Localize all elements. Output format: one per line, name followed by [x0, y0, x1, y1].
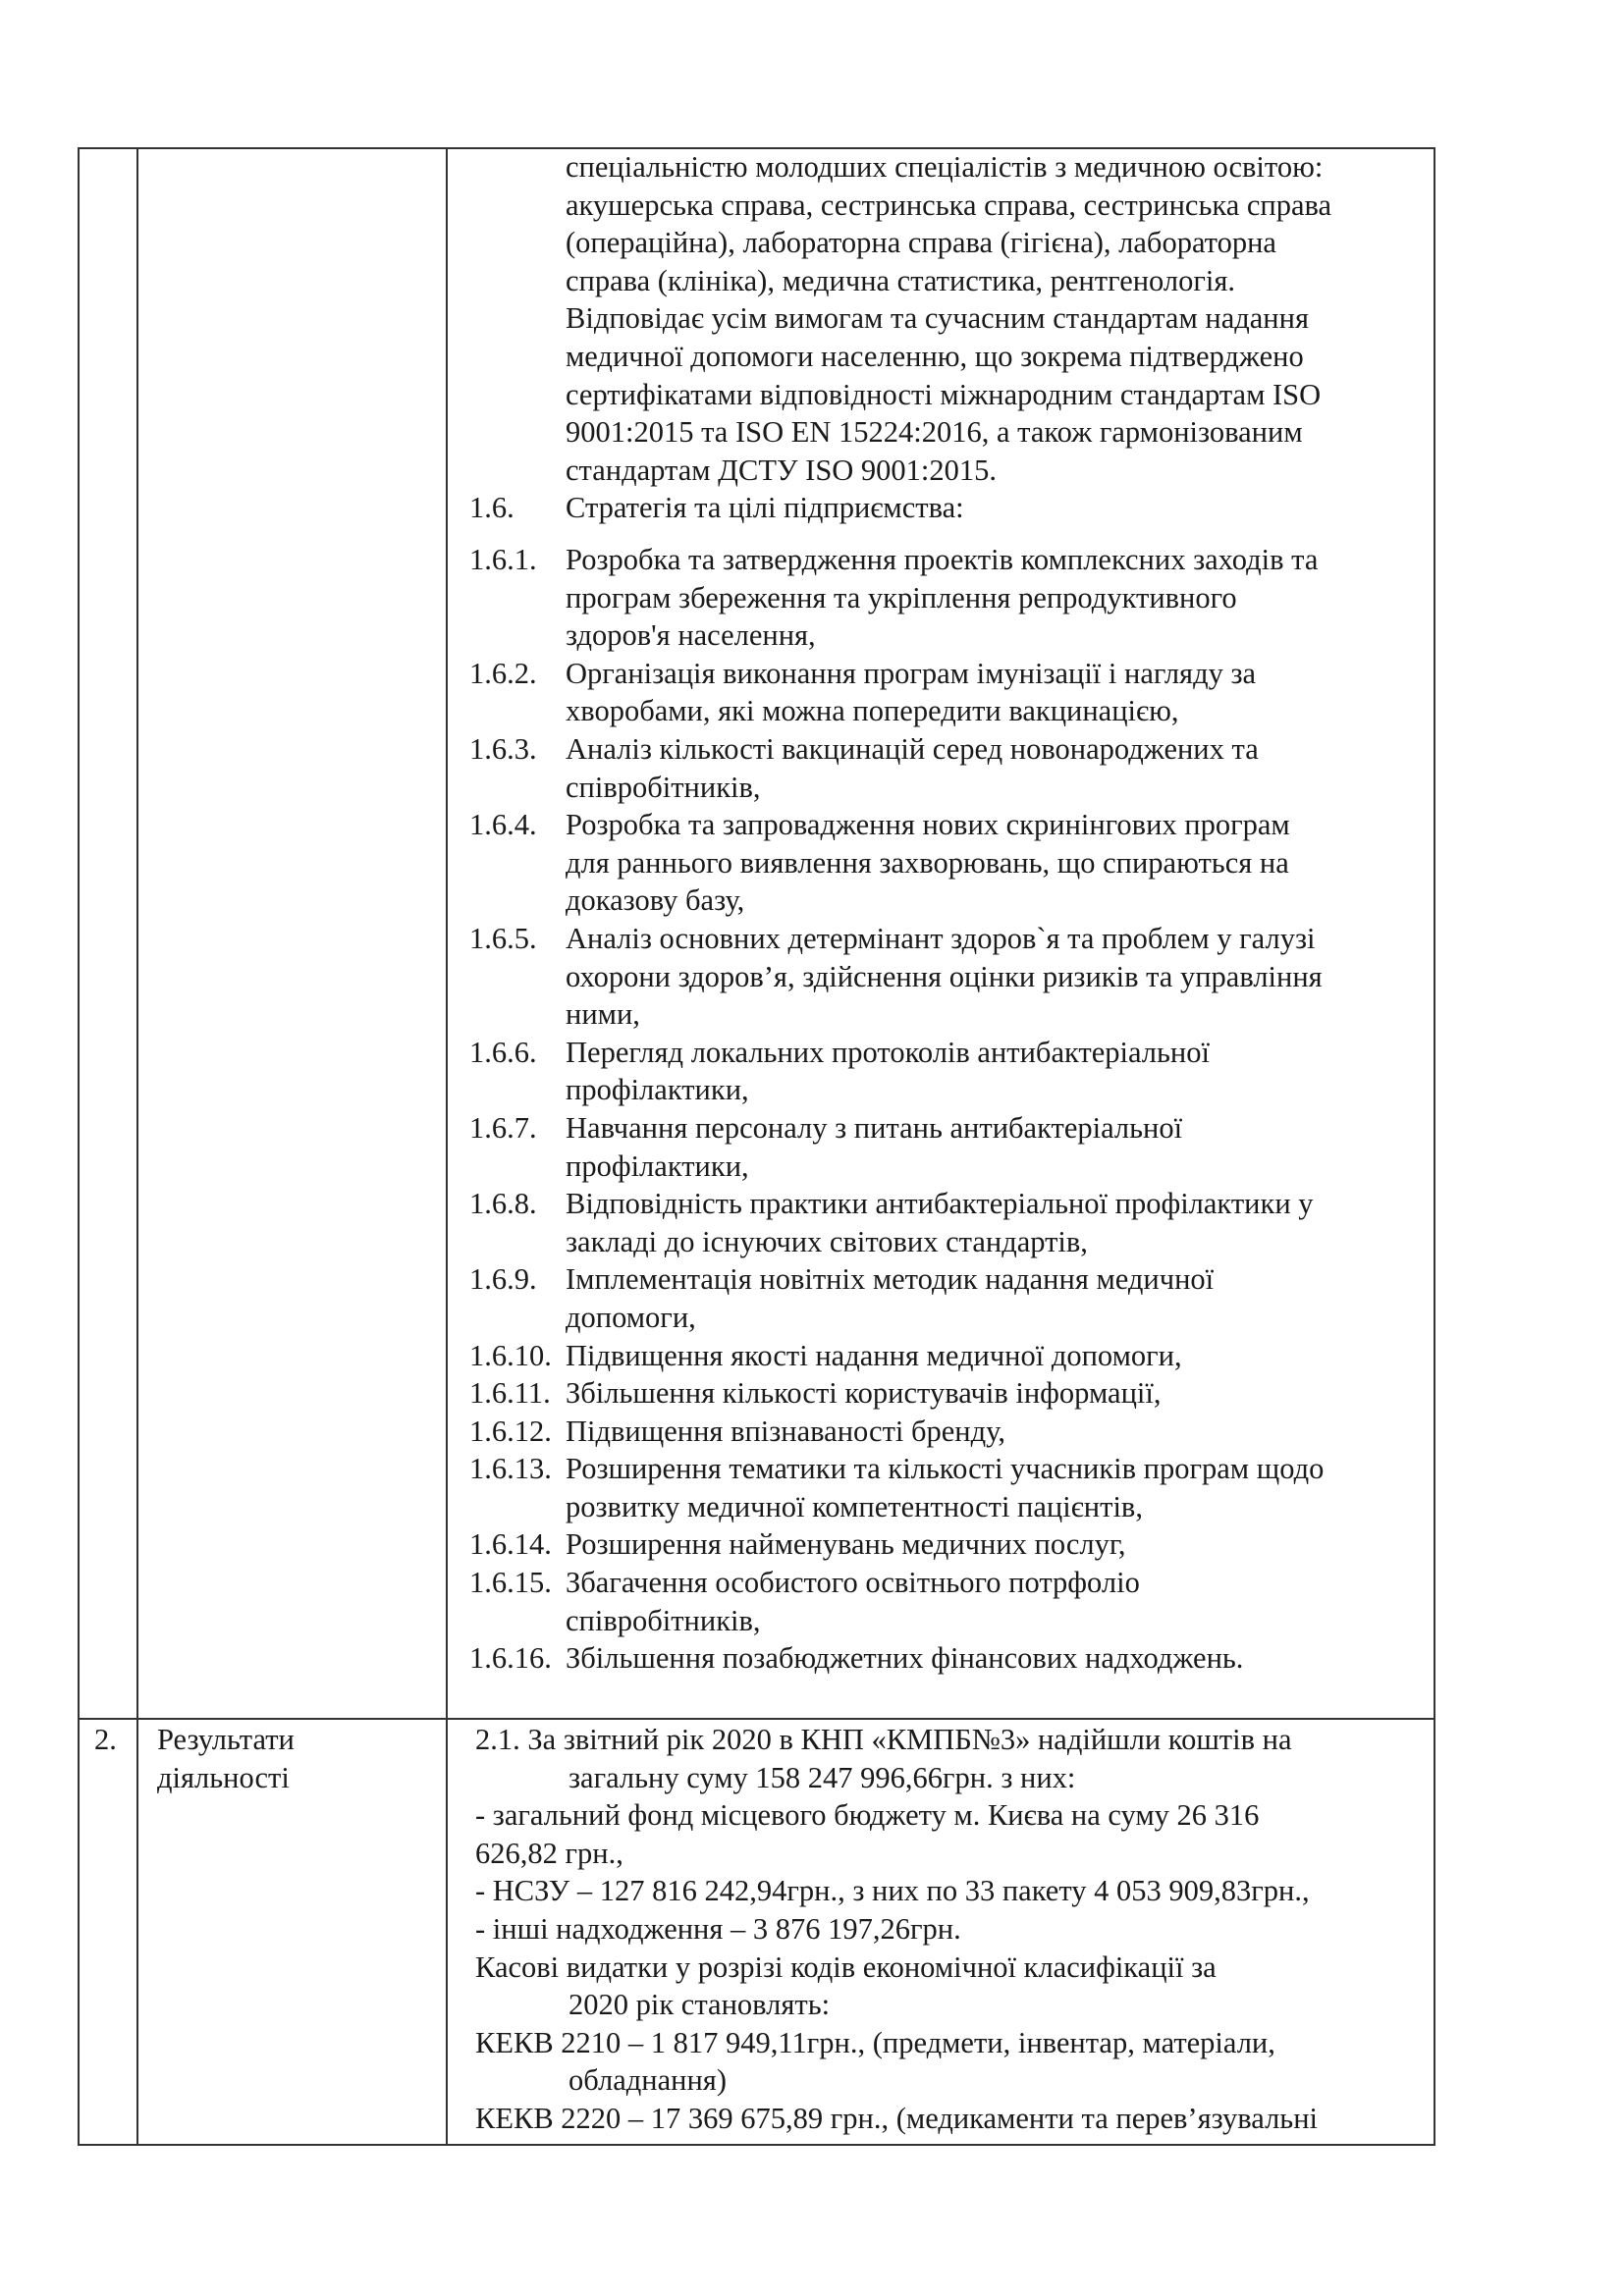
goal-number: 1.6.1. [469, 543, 537, 576]
goal-number: 1.6.16. [469, 1641, 552, 1676]
goal-text [566, 1374, 1412, 1413]
goal-text-line: охорони здоров’я, здійснення оцінки ризиків та управління [566, 959, 1323, 993]
goal-item [469, 1034, 1412, 1109]
goal-text-line: Розробка та запровадження нових скринінгових програм [566, 808, 1290, 842]
goal-text-line: Навчання персоналу з питань антибактеріальної [566, 1110, 1183, 1145]
row1-content [469, 147, 1412, 1718]
goal-item [469, 1374, 1412, 1413]
intro-line: медичної допомоги населенню, що зокрема підтверджено [566, 339, 1304, 373]
goal-item [469, 1337, 1412, 1375]
goal-text-line: розвитку медичної компетентності пацієнтів, [566, 1489, 1143, 1523]
goal-text-line: профілактики, [566, 1148, 749, 1183]
goal-text-line: співробітників, [566, 770, 761, 804]
goal-number: 1.6.13. [469, 1452, 552, 1486]
goal-item [469, 655, 1412, 730]
nszu-line: - НСЗУ – 127 816 242,94грн., з них по 33 пакету 4 053 909,83грн., [475, 1874, 1310, 1908]
goal-item [469, 730, 1412, 806]
goal-text-line: Збільшення кількості користувачів інформації, [566, 1376, 1162, 1411]
goal-number: 1.6.7. [469, 1110, 537, 1145]
goal-text [566, 806, 1412, 920]
goal-item [469, 1413, 1412, 1451]
goal-text-line: Аналіз основних детермінант здоров`я та проблем у галузі [566, 921, 1316, 955]
goal-number: 1.6.14. [469, 1527, 552, 1562]
goal-text-line: Збільшення позабюджетних фінансових надходжень. [566, 1641, 1244, 1676]
intro-line: акушерська справа, сестринська справа, сестринська справа [566, 187, 1332, 222]
goal-number: 1.6.9. [469, 1262, 537, 1297]
goal-text-line: хворобами, які можна попередити вакцинацією, [566, 694, 1179, 728]
goal-number: 1.6.4. [469, 808, 537, 842]
goal-text [566, 1525, 1412, 1564]
goal-number: 1.6.10. [469, 1338, 552, 1372]
col-divider-2 [446, 147, 448, 2146]
goal-text [566, 1109, 1412, 1185]
goal-text-line: Збагачення особистого освітнього потрфоліо [566, 1566, 1140, 1600]
goal-item [469, 1109, 1412, 1185]
goal-item [469, 541, 1412, 655]
goal-number: 1.6.11. [469, 1376, 551, 1411]
col-divider-1 [136, 147, 138, 2146]
local-budget-line1: - загальний фонд місцевого бюджету м. Києва на суму 26 316 [475, 1798, 1260, 1833]
goal-text-line: допомоги, [566, 1300, 696, 1334]
row-divider [78, 1718, 1435, 1720]
kekv-2210-line2: обладнання) [568, 2063, 727, 2098]
receipts-total-line1: 2.1. За звітний рік 2020 в КНП «КМПБ№3» надійшли коштів на [475, 1723, 1292, 1756]
goal-number: 1.6.12. [469, 1414, 552, 1448]
kekv-2210-line1: КЕКВ 2210 – 1 817 949,11грн., (предмети, інвентар, матеріали, [475, 2025, 1275, 2059]
goal-number: 1.6.2. [469, 656, 537, 690]
goal-number: 1.6.15. [469, 1566, 552, 1600]
table-bottom-border [78, 2144, 1435, 2146]
goal-text [566, 920, 1412, 1034]
goal-item [469, 1639, 1412, 1678]
goal-text-line: Аналіз кількості вакцинацій серед новонароджених та [566, 731, 1259, 766]
goal-text-line: Розширення тематики та кількості учасників програм щодо [566, 1452, 1325, 1486]
local-budget-line2: 626,82 грн., [475, 1836, 623, 1870]
goal-text [566, 541, 1412, 655]
intro-line: Відповідає усім вимогам та сучасним стандартам надання [566, 301, 1309, 336]
goal-text-line: Відповідність практики антибактеріальної профілактики у [566, 1187, 1314, 1221]
goal-text [566, 730, 1412, 806]
goal-item [469, 1185, 1412, 1260]
row2-title-line2: діяльності [157, 1760, 290, 1794]
section-title: Стратегія та цілі підприємства: [566, 491, 964, 524]
receipts-total-line2: загальну суму 158 247 996,66грн. з них: [568, 1760, 1076, 1794]
intro-line: стандартам ДСТУ ISO 9001:2015. [566, 453, 998, 487]
goal-text-line: програм збереження та укріплення репродуктивного [566, 580, 1237, 614]
goal-text [566, 1450, 1412, 1525]
goals-list [469, 541, 1412, 1678]
goal-text [566, 1034, 1412, 1109]
intro-line: спеціальністю молодших спеціалістів з медичною освітою: [566, 150, 1324, 184]
expenses-intro-line2: 2020 рік становлять: [568, 1988, 831, 2022]
goal-text-line: Розробка та затвердження проектів комплексних заходів та [566, 543, 1319, 576]
goal-item [469, 1564, 1412, 1639]
goal-text [566, 1639, 1412, 1678]
goal-item [469, 1450, 1412, 1525]
goal-text [566, 655, 1412, 730]
goal-item [469, 806, 1412, 920]
section-heading [469, 489, 1412, 527]
goal-text-line: Підвищення впізнаваності бренду, [566, 1414, 1005, 1448]
intro-line: справа (клініка), медична статистика, рентгенологія. [566, 263, 1236, 297]
goal-text-line: Перегляд локальних протоколів антибактеріальної [566, 1035, 1210, 1069]
kekv-2220-line: КЕКВ 2220 – 17 369 675,89 грн., (медикаменти та перев’язувальні [475, 2101, 1318, 2135]
row2-title-line1: Результати [157, 1723, 295, 1756]
goal-number: 1.6.3. [469, 731, 537, 766]
goal-text [566, 1413, 1412, 1451]
goal-text-line: Розширення найменувань медичних послуг, [566, 1527, 1126, 1562]
goal-text-line: профілактики, [566, 1073, 749, 1107]
goal-text-line: ними, [566, 997, 640, 1032]
table-left-border [78, 147, 80, 2146]
table-right-border [1434, 147, 1435, 2146]
goal-text-line: доказову базу, [566, 883, 745, 918]
goal-text-line: Імплементація новітніх методик надання медичної [566, 1262, 1215, 1297]
goal-item [469, 920, 1412, 1034]
row2-title [157, 1721, 442, 1796]
section-number: 1.6. [469, 491, 514, 524]
intro-line: сертифікатами відповідності міжнародним стандартам ISO [566, 377, 1322, 411]
goal-item [469, 1260, 1412, 1336]
goal-text-line: Організація виконання програм імунізації і нагляду за [566, 656, 1257, 690]
expenses-intro-line1: Касові видатки у розрізі кодів економічної класифікації за [475, 1949, 1217, 1984]
other-income-line: - інші надходження – 3 876 197,26грн. [475, 1911, 961, 1946]
goal-text [566, 1564, 1412, 1639]
goal-text-line: закладі до існуючих світових стандартів, [566, 1224, 1088, 1258]
intro-paragraph [566, 148, 1410, 489]
row2-content [475, 1721, 1420, 2138]
intro-line: 9001:2015 та ISO EN 15224:2016, а також гармонізованим [566, 415, 1303, 450]
goal-text-line: співробітників, [566, 1603, 761, 1637]
goal-item [469, 1525, 1412, 1564]
goal-text [566, 1337, 1412, 1375]
goal-text-line: здоров'я населення, [566, 618, 816, 653]
intro-line: (операційна), лабораторна справа (гігієна), лабораторна [566, 226, 1276, 260]
goal-text-line: для раннього виявлення захворювань, що спираються на [566, 845, 1289, 880]
goal-number: 1.6.6. [469, 1035, 537, 1069]
goal-text-line: Підвищення якості надання медичної допомоги, [566, 1338, 1182, 1372]
goal-number: 1.6.8. [469, 1187, 537, 1221]
goal-text [566, 1185, 1412, 1260]
goal-text [566, 1260, 1412, 1336]
row2-number: 2. [94, 1723, 117, 1756]
goal-number: 1.6.5. [469, 921, 537, 955]
